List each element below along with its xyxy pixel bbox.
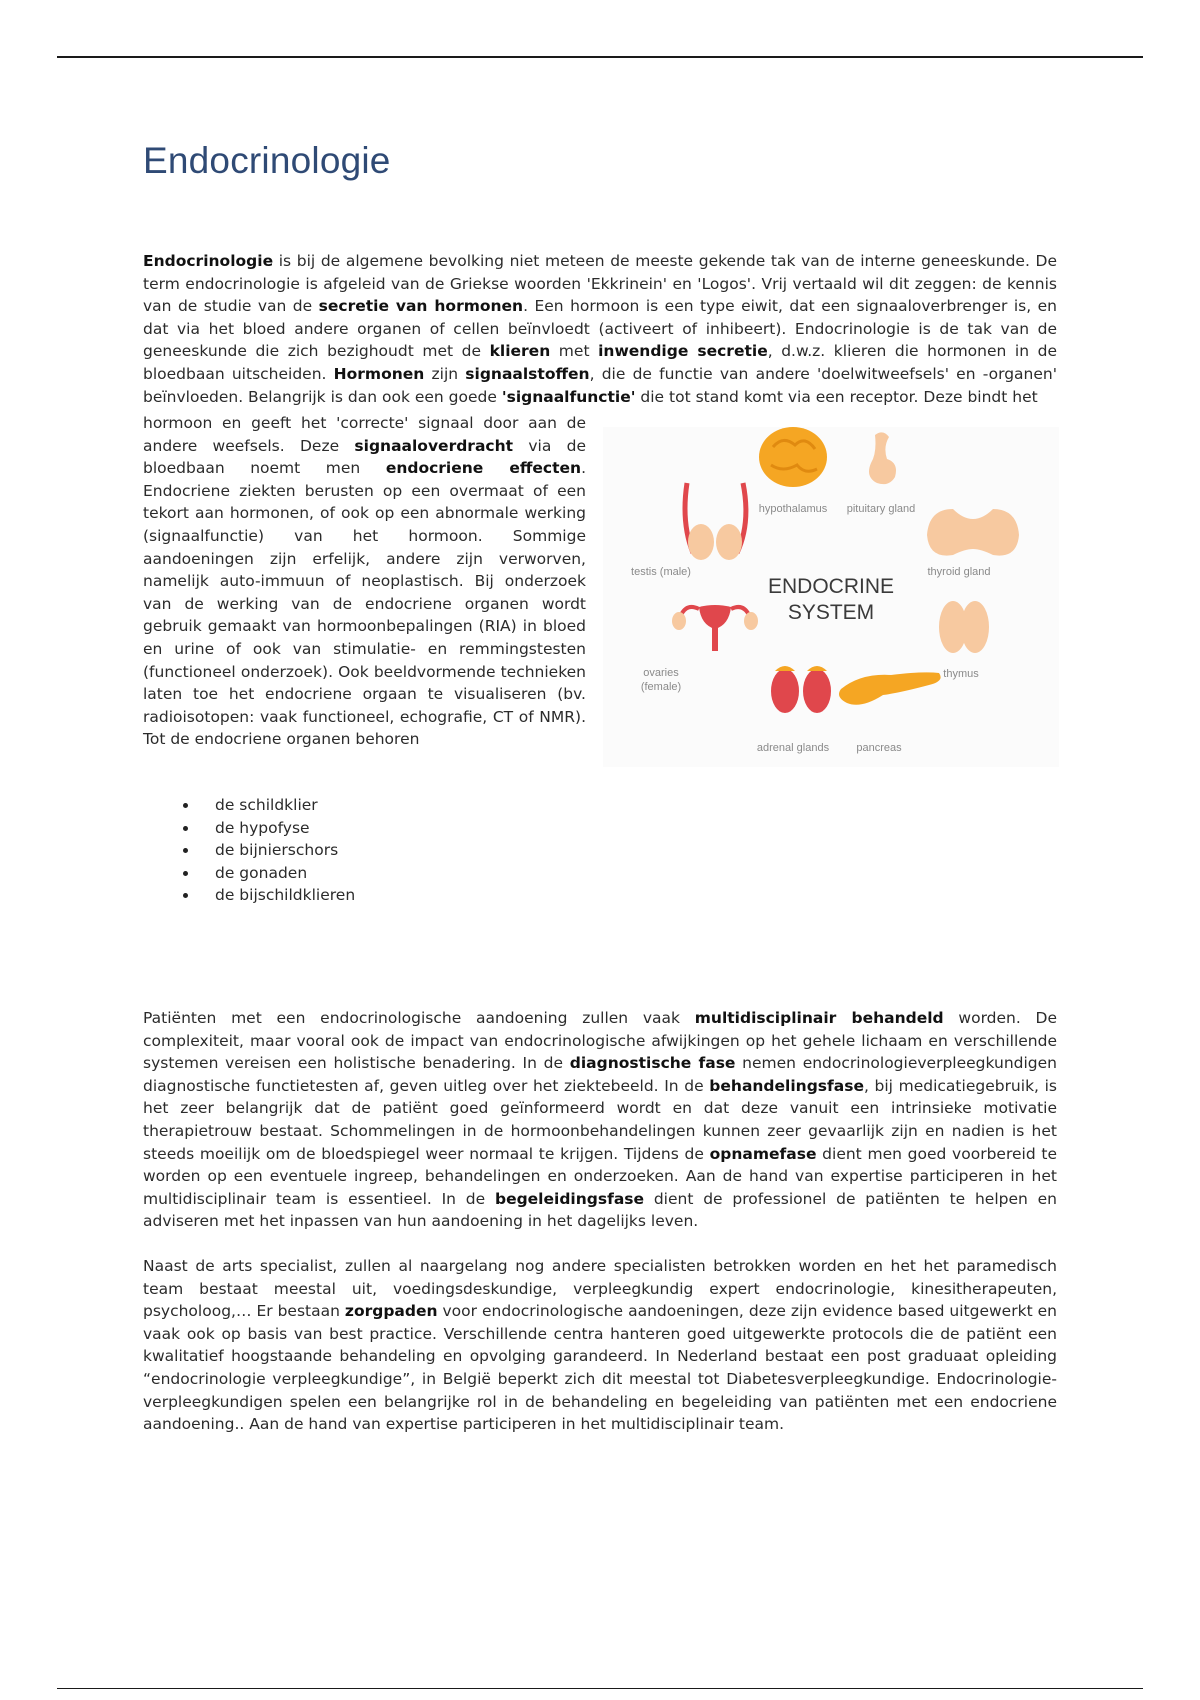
bold-term: behandelingsfase (709, 1076, 864, 1095)
bold-term: endocriene effecten (385, 459, 582, 478)
label-adrenal: adrenal glands (756, 742, 830, 754)
bold-term: Endocrinologie (143, 252, 274, 270)
endocrine-diagram (603, 427, 1059, 767)
bold-term: Hormonen (333, 364, 425, 383)
intro-paragraph (143, 250, 1057, 408)
label-hypothalamus: hypothalamus (758, 503, 828, 515)
bold-term: opnamefase (709, 1144, 817, 1163)
text-run: nemen endocrinologieverpleegkundigen diagnostische functietesten af, geven uitleg over het ziektebeeld. In de (143, 1054, 1057, 1095)
label-thyroid: thyroid gland (927, 566, 991, 578)
list-item: de bijnierschors (183, 839, 355, 862)
label-thymus: thymus (943, 668, 979, 680)
list-item: de schildklier (183, 794, 355, 817)
text-run: dient men goed voorbereid te worden op een eventuele ingreep, behandelingen en onderzoeken. Aan de hand van expertise participeren in het multidisciplinair team is essentieel. In de (143, 1144, 1057, 1208)
label-ovaries-female: (female) (640, 681, 682, 693)
bold-term: zorgpaden (344, 1302, 438, 1321)
bold-term: 'signaalfunctie' (501, 387, 636, 406)
label-testis: testis (male) (631, 566, 691, 578)
ovaries-icon (672, 605, 758, 651)
text-run: Naast de arts specialist, zullen al naargelang nog andere specialisten betrokken worden en het het paramedisch team bestaat meestal uit, voedingsdeskundige, verpleegkundig expert endocrinologie, kinesitherapeuten, psycholoog,… Er bestaan (143, 1257, 1057, 1321)
text-run: zijn (424, 364, 466, 383)
bold-term: begeleidingsfase (494, 1189, 645, 1208)
adrenal-glands-icon (771, 666, 831, 713)
endocrine-system-figure (603, 427, 1059, 767)
endocrine-organ-list (183, 794, 355, 907)
bold-term: signaalstoffen (465, 364, 590, 383)
text-run: , die de functie van andere 'doelwitweefsels' en -organen' beïnvloeden. Belangrijk is dan ook een goede (143, 364, 1057, 406)
bold-term: diagnostische fase (569, 1054, 736, 1073)
text-run: hormoon en geeft het 'correcte' signaal door aan de andere weefsels. Deze (143, 414, 586, 455)
pancreas-icon (839, 672, 941, 704)
text-run: . Endocriene ziekten berusten op een overmaat of een tekort aan hormonen, of ook op een abnormale werking (signaalfunctie) van het hormoon. Sommige aandoeningen zijn erfelijk, andere zijn verworven, namelijk auto-immuun of neoplastisch. Bij onderzoek van de werking van de endocriene organen wordt gebruik gemaakt van hormoonbepalingen (RIA) in bloed en urine of ook van stimulatie- en remmingstesten (functioneel onderzoek). Ook beeldvormende technieken laten toe het endocriene orgaan te visualiseren (bv. radioisotopen: vaak functioneel, echografie, CT of NMR). Tot de endocriene organen behoren (143, 459, 586, 749)
bold-term: signaaloverdracht (354, 436, 514, 455)
bold-term: inwendige secretie (598, 342, 768, 361)
testis-icon (685, 483, 746, 560)
text-run: voor endocrinologische aandoeningen, deze zijn evidence based uitgewerkt en vaak ook op basis van best practice. Verschillende centra hanteren goed uitgewerkte protocols die de patiënt een kwalitatief hoogstaande behandeling en opvolging garandeerd. In Nederland bestaat een post graduaat opleiding “endocrinologie verpleegkundige”, in België beperkt zich dit meestal tot Diabetesverpleegkundige. Endocrinologie-verpleegkundigen spelen een belangrijke rol in de behandeling en begeleiding van patiënten met een endocriene aandoening.. Aan de hand van expertise participeren in het multidisciplinair team. (143, 1302, 1057, 1434)
label-pituitary: pituitary gland (846, 503, 916, 515)
bold-term: multidisciplinair behandeld (694, 1009, 944, 1027)
thymus-icon (939, 601, 989, 653)
thyroid-gland-icon (927, 509, 1019, 556)
paragraph-multidisciplinary (143, 1007, 1057, 1233)
text-run: via de bloedbaan noemt men (143, 436, 586, 478)
header-rule (57, 56, 1143, 58)
bold-term: klieren (489, 342, 551, 361)
list-item: de hypofyse (183, 817, 355, 840)
text-run: , bij medicatiegebruik, is het zeer belangrijk dat de patiënt goed geïnformeerd wordt en dat deze vanuit een intrinsieke motivatie therapietrouw bestaat. Schommelingen in de hormoonbehandelingen kunnen zeer gevaarlijk zijn en nadien is het steeds moeilijk om de bloedspiegel weer normaal te krijgen. Tijdens de (143, 1076, 1057, 1163)
text-run: Patiënten met een endocrinologische aandoening zullen vaak (143, 1009, 695, 1027)
text-run: is bij de algemene bevolking niet meteen de meeste gekende tak van de interne geneeskunde. De term endocrinologie is afgeleid van de Griekse woorden 'Ekkrinein' en 'Logos'. Vrij vertaald wil dit zeggen: de kennis van de studie van de (143, 252, 1057, 316)
list-item: de gonaden (183, 862, 355, 885)
intro-left-column (143, 412, 586, 751)
label-ovaries: ovaries (643, 667, 679, 679)
pituitary-gland-icon (869, 432, 896, 484)
bold-term: secretie van hormonen (318, 297, 524, 316)
text-run: met (550, 342, 599, 361)
paragraph-specialists (143, 1255, 1057, 1436)
text-run: . Een hormoon is een type eiwit, dat een signaaloverbrenger is, en dat via het bloed andere organen of cellen beïnvloedt (activeert of inhibeert). Endocrinologie is de tak van de geneeskunde die zich bezighoudt met de (143, 297, 1057, 361)
text-run: worden. De complexiteit, maar vooral ook de impact van endocrinologische afwijkingen op het gehele lichaam en verschillende systemen vereisen een holistische benadering. In de (143, 1009, 1058, 1073)
text-run: dient de professionel de patiënten te helpen en adviseren met het inpassen van hun aandoening in het dagelijks leven. (143, 1189, 1058, 1231)
figure-title-line2: SYSTEM (787, 601, 875, 624)
figure-title-line1: ENDOCRINE (767, 575, 895, 598)
text-run: , d.w.z. klieren die hormonen in de bloedbaan uitscheiden. (143, 342, 1057, 383)
page-title: Endocrinologie (143, 140, 391, 181)
hypothalamus-icon (759, 427, 827, 487)
footer-rule (57, 1688, 1143, 1689)
list-item: de bijschildklieren (183, 884, 355, 907)
text-run: die tot stand komt via een receptor. Deze bindt het (635, 387, 1038, 406)
label-pancreas: pancreas (856, 742, 902, 754)
